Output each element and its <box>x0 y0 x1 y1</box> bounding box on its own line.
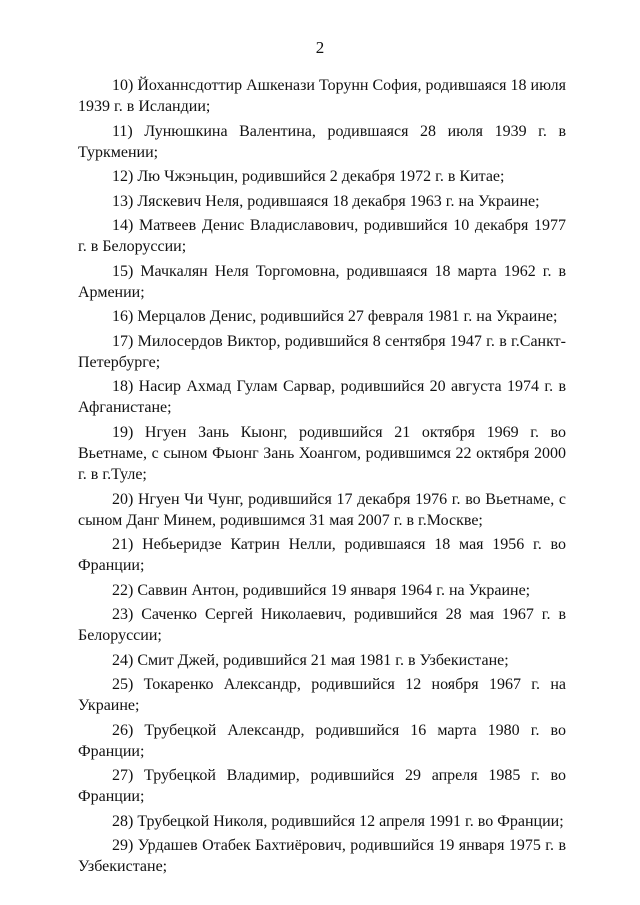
list-item-27: 27) Трубецкой Владимир, родившийся 29 апреля 1985 г. во Франции; <box>78 767 566 806</box>
list-item-17: 17) Милосердов Виктор, родившийся 8 сентября 1947 г. в г.Санкт-Петербурге; <box>78 332 566 371</box>
list-item-21: 21) Небьеридзе Катрин Нелли, родившаяся 18 мая 1956 г. во Франции; <box>78 536 566 575</box>
list-item-20: 20) Нгуен Чи Чунг, родившийся 17 декабря 1976 г. во Вьетнаме, с сыном Данг Минем, родившимся 31 мая 2007 г. в г.Москве; <box>78 490 566 529</box>
list-item-16: 16) Мерцалов Денис, родившийся 27 февраля 1981 г. на Украине; <box>112 308 558 326</box>
list-item-22: 22) Саввин Антон, родившийся 19 января 1964 г. на Украине; <box>112 581 531 599</box>
list-item-14: 14) Матвеев Денис Владиславович, родившийся 10 декабря 1977 г. в Белоруссии; <box>78 216 566 256</box>
list-item-19: 19) Нгуен Зань Кыонг, родившийся 21 октября 1969 г. во Вьетнаме, с сыном Фыонг Зань Хоангом, родившимся 22 октября 2000 г. в г.Туле; <box>78 423 566 484</box>
list-item-28: 28) Трубецкой Николя, родившийся 12 апреля 1991 г. во Франции; <box>112 812 564 830</box>
list-item-11: 11) Лунюшкина Валентина, родившаяся 28 июля 1939 г. в Туркмении; <box>78 122 566 161</box>
list-item-23: 23) Саченко Сергей Николаевич, родившийся 28 мая 1967 г. в Белоруссии; <box>78 606 566 645</box>
list-item-24: 24) Смит Джей, родившийся 21 мая 1981 г. в Узбекистане; <box>112 651 509 669</box>
list-item-29: 29) Урдашев Отабек Бахтиёрович, родившийся 19 января 1975 г. в Узбекистане; <box>78 837 566 876</box>
citizenship-list <box>78 75 566 881</box>
list-item-18: 18) Насир Ахмад Гулам Сарвар, родившийся 20 августа 1974 г. в Афганистане; <box>78 378 566 417</box>
list-item-10: 10) Йоханнсдоттир Ашкенази Торунн София, родившаяся 18 июля 1939 г. в Исландии; <box>78 77 566 116</box>
page-number: 2 <box>315 38 325 57</box>
list-item-26: 26) Трубецкой Александр, родившийся 16 марта 1980 г. во Франции; <box>78 721 566 760</box>
list-item-13: 13) Ляскевич Неля, родившаяся 18 декабря 1963 г. на Украине; <box>112 192 540 210</box>
list-item-15: 15) Мачкалян Неля Торгомовна, родившаяся 18 марта 1962 г. в Армении; <box>78 262 566 301</box>
list-item-12: 12) Лю Чжэньцин, родившийся 2 декабря 1972 г. в Китае; <box>112 168 505 186</box>
list-item-25: 25) Токаренко Александр, родившийся 12 ноября 1967 г. на Украине; <box>78 676 566 715</box>
